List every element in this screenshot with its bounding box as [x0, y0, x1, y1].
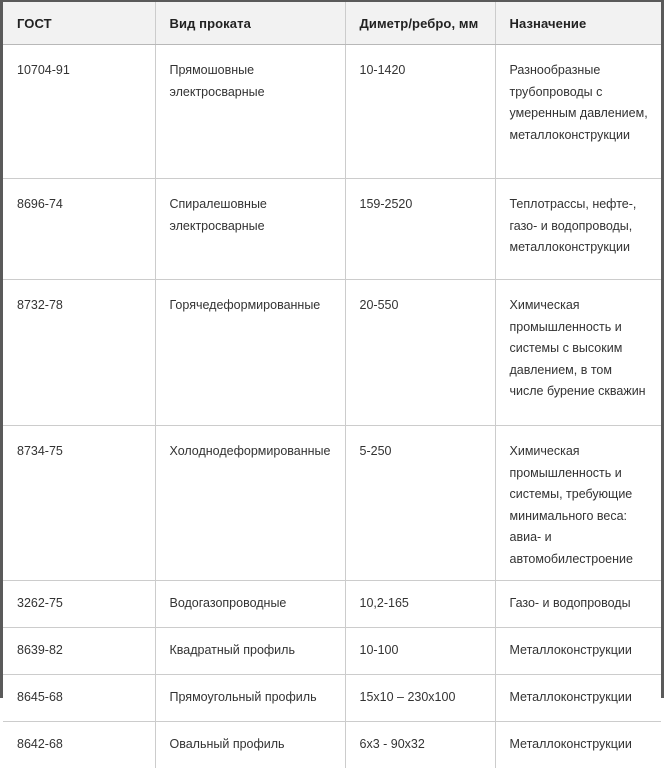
- table-row: [3, 722, 661, 768]
- cell-dimension: 5-250: [345, 426, 495, 581]
- cell-gost: 8645-68: [3, 675, 155, 722]
- cell-kind: Квадратный профиль: [155, 628, 345, 675]
- column-header-application: Назначение: [495, 2, 661, 45]
- column-header-dimension: Диметр/ребро, мм: [345, 2, 495, 45]
- table-row: [3, 179, 661, 280]
- cell-application: Теплотрассы, нефте-, газо- и водопроводы, металлоконструкции: [495, 179, 661, 280]
- cell-application: Металлоконструкции: [495, 628, 661, 675]
- table-row: [3, 581, 661, 628]
- cell-kind: Прямоугольный профиль: [155, 675, 345, 722]
- cell-gost: 10704-91: [3, 45, 155, 179]
- cell-gost: 8732-78: [3, 280, 155, 426]
- cell-dimension: 6x3 - 90x32: [345, 722, 495, 768]
- table-body: [3, 45, 661, 768]
- cell-kind: Водогазопроводные: [155, 581, 345, 628]
- table-row: [3, 675, 661, 722]
- cell-dimension: 15x10 – 230x100: [345, 675, 495, 722]
- cell-gost: 8696-74: [3, 179, 155, 280]
- table-row: [3, 426, 661, 581]
- cell-gost: 8639-82: [3, 628, 155, 675]
- cell-application: Химическая промышленность и системы, требующие минимального веса: авиа- и автомобилестроение: [495, 426, 661, 581]
- table-row: [3, 628, 661, 675]
- cell-kind: Холоднодеформированные: [155, 426, 345, 581]
- cell-dimension: 20-550: [345, 280, 495, 426]
- gost-pipe-standards-table: [3, 2, 661, 768]
- cell-gost: 8642-68: [3, 722, 155, 768]
- column-header-kind: Вид проката: [155, 2, 345, 45]
- cell-kind: Спиралешовные электросварные: [155, 179, 345, 280]
- cell-kind: Прямошовные электросварные: [155, 45, 345, 179]
- cell-kind: Горячедеформированные: [155, 280, 345, 426]
- column-header-gost: ГОСТ: [3, 2, 155, 45]
- cell-kind: Овальный профиль: [155, 722, 345, 768]
- cell-gost: 3262-75: [3, 581, 155, 628]
- table-row: [3, 280, 661, 426]
- cell-application: Разнообразные трубопроводы с умеренным давлением, металлоконструкции: [495, 45, 661, 179]
- cell-gost: 8734-75: [3, 426, 155, 581]
- cell-dimension: 10-1420: [345, 45, 495, 179]
- cell-dimension: 10,2-165: [345, 581, 495, 628]
- table-row: [3, 45, 661, 179]
- cell-application: Химическая промышленность и системы с высоким давлением, в том числе бурение скважин: [495, 280, 661, 426]
- table-header: [3, 2, 661, 45]
- cell-application: Газо- и водопроводы: [495, 581, 661, 628]
- cell-application: Металлоконструкции: [495, 675, 661, 722]
- cell-dimension: 159-2520: [345, 179, 495, 280]
- cell-application: Металлоконструкции: [495, 722, 661, 768]
- table-header-row: [3, 2, 661, 45]
- cell-dimension: 10-100: [345, 628, 495, 675]
